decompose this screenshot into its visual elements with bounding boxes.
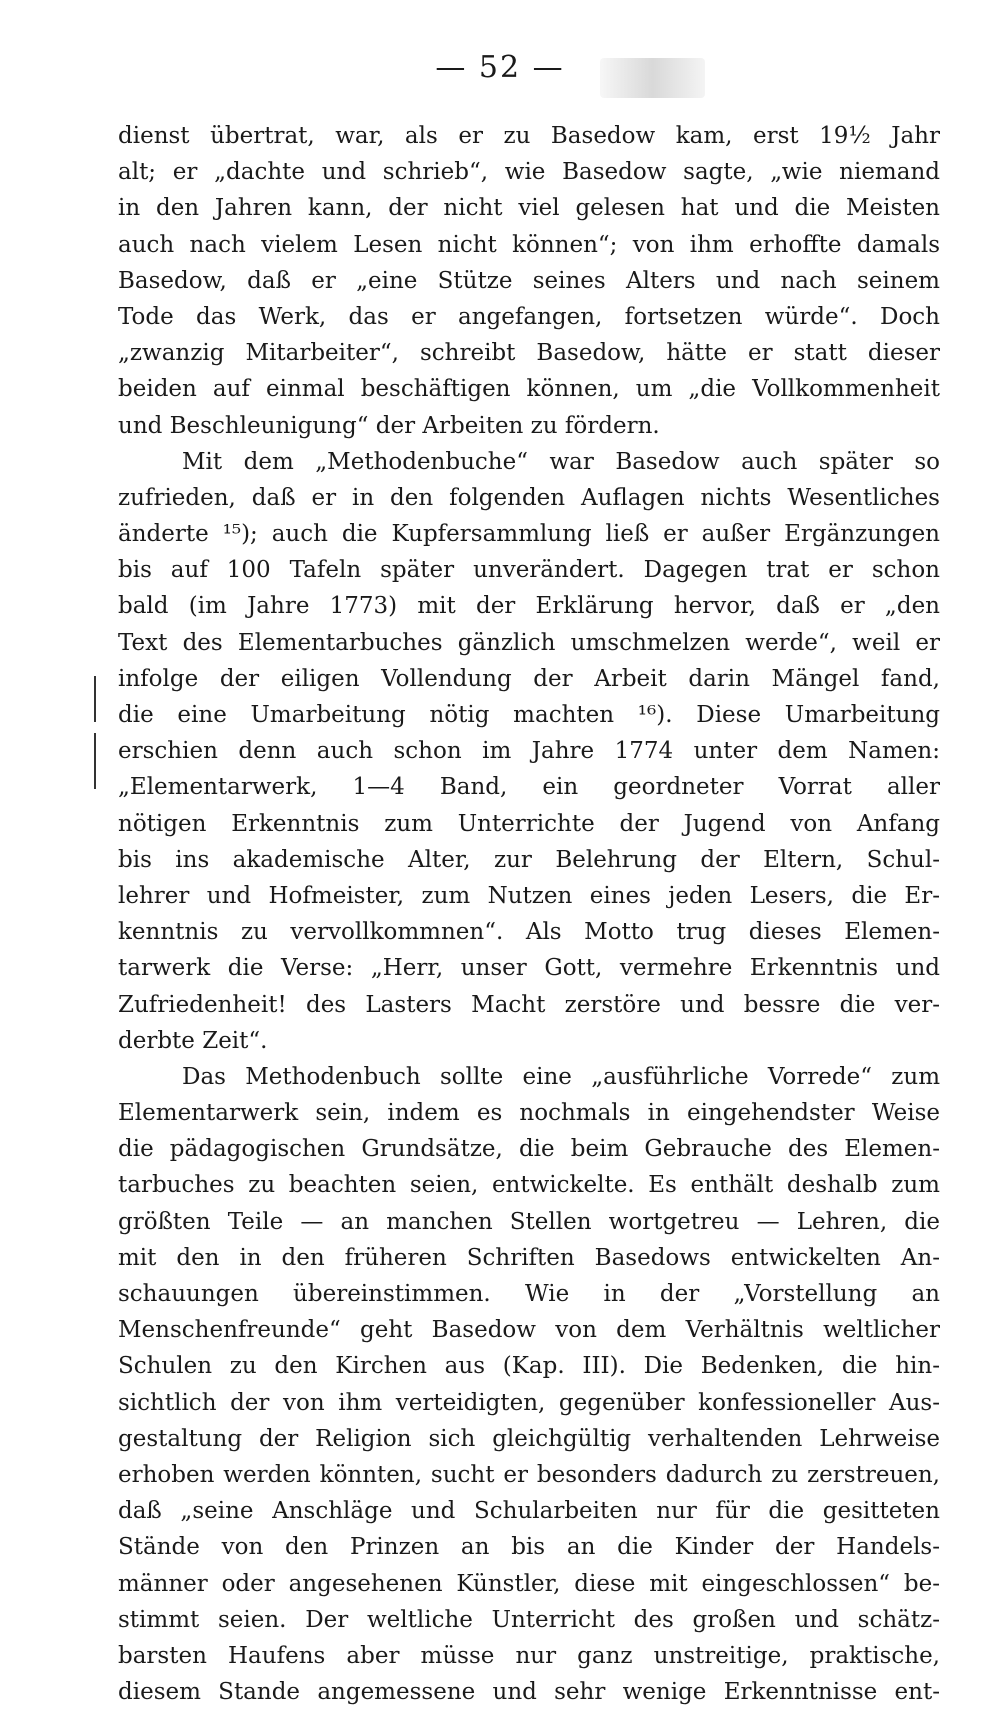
text-line: Menschenfreunde“ geht Basedow von dem Verhältnis weltlicher — [118, 1317, 940, 1344]
text-line: tarbuches zu beachten seien, entwickelte. Es enthält deshalb zum — [118, 1172, 940, 1199]
text-line: Das Methodenbuch sollte eine „ausführliche Vorrede“ zum — [182, 1063, 940, 1090]
text-line: Basedow, daß er „eine Stütze seines Alters und nach seinem — [118, 267, 940, 294]
text-line: derbte Zeit“. — [118, 1027, 268, 1054]
text-line: mit den in den früheren Schriften Basedows entwickelten An- — [118, 1244, 940, 1271]
page-number: — 52 — — [435, 50, 565, 85]
text-line: daß „seine Anschläge und Schularbeiten nur für die gesitteten — [118, 1498, 940, 1525]
text-line: „zwanzig Mitarbeiter“, schreibt Basedow, hätte er statt dieser — [118, 340, 940, 367]
text-line: die pädagogischen Grundsätze, die beim Gebrauche des Elemen- — [118, 1136, 940, 1163]
text-line: auch nach vielem Lesen nicht können“; von ihm erhoffte damals — [118, 231, 940, 258]
text-line: barsten Haufens aber müsse nur ganz unstreitige, praktische, — [118, 1642, 940, 1669]
text-line: dienst übertrat, war, als er zu Basedow kam, erst 19½ Jahr — [118, 123, 940, 149]
text-line: alt; er „dachte und schrieb“, wie Basedow sagte, „wie niemand — [118, 159, 940, 186]
text-line: größten Teile — an manchen Stellen wortgetreu — Lehren, die — [118, 1208, 940, 1235]
text-line: bis auf 100 Tafeln später unverändert. Dagegen trat er schon — [118, 557, 940, 584]
text-line: sichtlich der von ihm verteidigten, gegenüber konfessioneller Aus- — [118, 1389, 940, 1416]
text-line: Mit dem „Methodenbuche“ war Basedow auch später so — [182, 448, 940, 475]
text-line: Text des Elementarbuches gänzlich umschmelzen werde“, weil er — [118, 629, 940, 656]
text-line: erschien denn auch schon im Jahre 1774 unter dem Namen: — [118, 738, 940, 765]
text-line: nötigen Erkenntnis zum Unterrichte der Jugend von Anfang — [118, 810, 940, 837]
body-text — [118, 118, 940, 1710]
text-line: bald (im Jahre 1773) mit der Erklärung hervor, daß er „den — [118, 593, 940, 620]
text-line: beiden auf einmal beschäftigen können, um „die Vollkommenheit — [118, 376, 940, 403]
text-line: zufrieden, daß er in den folgenden Auflagen nichts Wesentliches — [118, 484, 940, 511]
text-line: Tode das Werk, das er angefangen, fortsetzen würde“. Doch — [118, 303, 940, 330]
text-line: männer oder angesehenen Künstler, diese mit eingeschlossen“ be- — [118, 1570, 940, 1597]
text-line: bis ins akademische Alter, zur Belehrung der Eltern, Schul- — [118, 846, 940, 873]
margin-mark — [94, 733, 96, 789]
text-line: und Beschleunigung“ der Arbeiten zu fördern. — [118, 412, 660, 439]
text-line: Elementarwerk sein, indem es nochmals in eingehendster Weise — [118, 1100, 940, 1127]
text-line: lehrer und Hofmeister, zum Nutzen eines jeden Lesers, die Er- — [118, 882, 940, 909]
paragraph — [118, 444, 940, 1059]
text-line: diesem Stande angemessene und sehr wenige Erkenntnisse ent- — [118, 1679, 940, 1706]
text-line: gestaltung der Religion sich gleichgültig verhaltenden Lehrweise — [118, 1425, 940, 1452]
margin-mark — [94, 676, 96, 722]
text-line: Zufriedenheit! des Lasters Macht zerstöre und bessre die ver- — [118, 991, 940, 1018]
text-line: erhoben werden könnten, sucht er besonders dadurch zu zerstreuen, — [118, 1461, 940, 1488]
text-line: die eine Umarbeitung nötig machten ¹⁶). Diese Umarbeitung — [118, 702, 940, 728]
text-line: kenntnis zu vervollkommnen“. Als Motto trug dieses Elemen- — [118, 919, 940, 946]
text-line: änderte ¹⁵); auch die Kupfersammlung ließ er außer Ergänzungen — [118, 521, 940, 548]
paragraph — [118, 1059, 940, 1710]
text-line: in den Jahren kann, der nicht viel gelesen hat und die Meisten — [118, 195, 940, 222]
text-line: tarwerk die Verse: „Herr, unser Gott, vermehre Erkenntnis und — [118, 955, 940, 982]
text-line: Stände von den Prinzen an bis an die Kinder der Handels- — [118, 1534, 940, 1561]
text-line: „Elementarwerk, 1—4 Band, ein geordneter Vorrat aller — [118, 774, 940, 801]
text-line: Schulen zu den Kirchen aus (Kap. III). Die Bedenken, die hin- — [118, 1353, 940, 1380]
scan-smudge — [600, 58, 705, 98]
text-line: infolge der eiligen Vollendung der Arbeit darin Mängel fand, — [118, 665, 940, 692]
text-line: stimmt seien. Der weltliche Unterricht des großen und schätz- — [118, 1606, 940, 1633]
text-line: schauungen übereinstimmen. Wie in der „Vorstellung an — [118, 1281, 940, 1307]
paragraph — [118, 118, 940, 444]
